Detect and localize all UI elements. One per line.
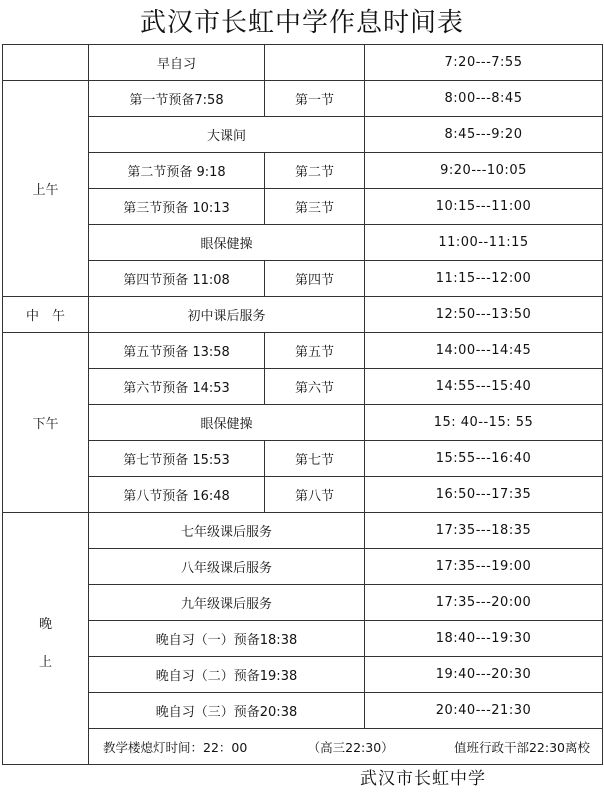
prep-cell: 第八节预备 16:48 [89,477,265,513]
table-row [3,225,603,261]
activity-cell: 眼保健操 [89,405,365,441]
duty-note: 值班行政干部22:30离校 [453,739,590,755]
period-blank [3,45,89,81]
time-cell: 18:40---19:30 [365,621,603,657]
prep-cell: 第六节预备 14:53 [89,369,265,405]
page-title: 武汉市长虹中学作息时间表 [139,8,464,38]
time-cell: 7:20---7:55 [365,45,603,81]
table-row [3,477,603,513]
period-evening [3,513,89,765]
table-row [3,189,603,225]
period-morning: 上午 [3,81,89,297]
time-cell: 8:00---8:45 [365,81,603,117]
time-cell: 17:35---18:35 [365,513,603,549]
activity-cell: 眼保健操 [89,225,365,261]
senior-note: （高三22:30） [307,739,394,755]
table-row [3,693,603,729]
empty-cell [265,45,365,81]
time-cell: 8:45---9:20 [365,117,603,153]
table-row [3,117,603,153]
time-cell: 14:55---15:40 [365,369,603,405]
table-row [3,441,603,477]
table-row [3,81,603,117]
activity-cell: 七年级课后服务 [89,513,365,549]
table-row [3,369,603,405]
table-row [3,261,603,297]
activity-cell: 晚自习（三）预备20:38 [89,693,365,729]
table-row [3,45,603,81]
table-row [3,549,603,585]
time-cell: 10:15---11:00 [365,189,603,225]
time-cell: 20:40---21:30 [365,693,603,729]
prep-cell: 第四节预备 11:08 [89,261,265,297]
time-cell: 9:20---10:05 [365,153,603,189]
time-cell: 11:15---12:00 [365,261,603,297]
table-row [3,153,603,189]
lesson-cell: 第六节 [265,369,365,405]
activity-cell: 晚自习（二）预备19:38 [89,657,365,693]
period-evening-line1: 晚 [38,617,52,632]
table-row [3,585,603,621]
prep-cell: 第二节预备 9:18 [89,153,265,189]
prep-cell: 第三节预备 10:13 [89,189,265,225]
lesson-cell: 第二节 [265,153,365,189]
time-cell: 19:40---20:30 [365,657,603,693]
table-row [3,657,603,693]
table-row [3,513,603,549]
lesson-cell: 第一节 [265,81,365,117]
activity-cell: 大课间 [89,117,365,153]
time-cell: 14:00---14:45 [365,333,603,369]
table-row [3,729,603,765]
lesson-cell: 第七节 [265,441,365,477]
lesson-cell: 第四节 [265,261,365,297]
time-cell: 15: 40--15: 55 [365,405,603,441]
table-row [3,297,603,333]
table-row [3,621,603,657]
activity-cell: 九年级课后服务 [89,585,365,621]
period-afternoon: 下午 [3,333,89,513]
lesson-cell: 第五节 [265,333,365,369]
footer-cell [89,729,603,765]
activity-cell: 八年级课后服务 [89,549,365,585]
time-cell: 17:35---20:00 [365,585,603,621]
prep-cell: 第一节预备7:58 [89,81,265,117]
time-cell: 15:55---16:40 [365,441,603,477]
time-cell: 17:35---19:00 [365,549,603,585]
lesson-cell: 第八节 [265,477,365,513]
activity-cell: 晚自习（一）预备18:38 [89,621,365,657]
time-cell: 12:50---13:50 [365,297,603,333]
period-noon: 中 午 [3,297,89,333]
activity-cell: 初中课后服务 [89,297,365,333]
table-row [3,405,603,441]
period-evening-line2: 上 [38,655,52,670]
table-row [3,333,603,369]
school-signature: 武汉市长虹中学 [360,769,486,789]
footer-notes [89,738,602,756]
time-cell: 16:50---17:35 [365,477,603,513]
schedule-table [2,44,603,765]
lesson-cell: 第三节 [265,189,365,225]
lights-off-note: 教学楼熄灯时间：22：00 [103,739,248,755]
activity-cell: 早自习 [89,45,265,81]
time-cell: 11:00--11:15 [365,225,603,261]
prep-cell: 第七节预备 15:53 [89,441,265,477]
prep-cell: 第五节预备 13:58 [89,333,265,369]
